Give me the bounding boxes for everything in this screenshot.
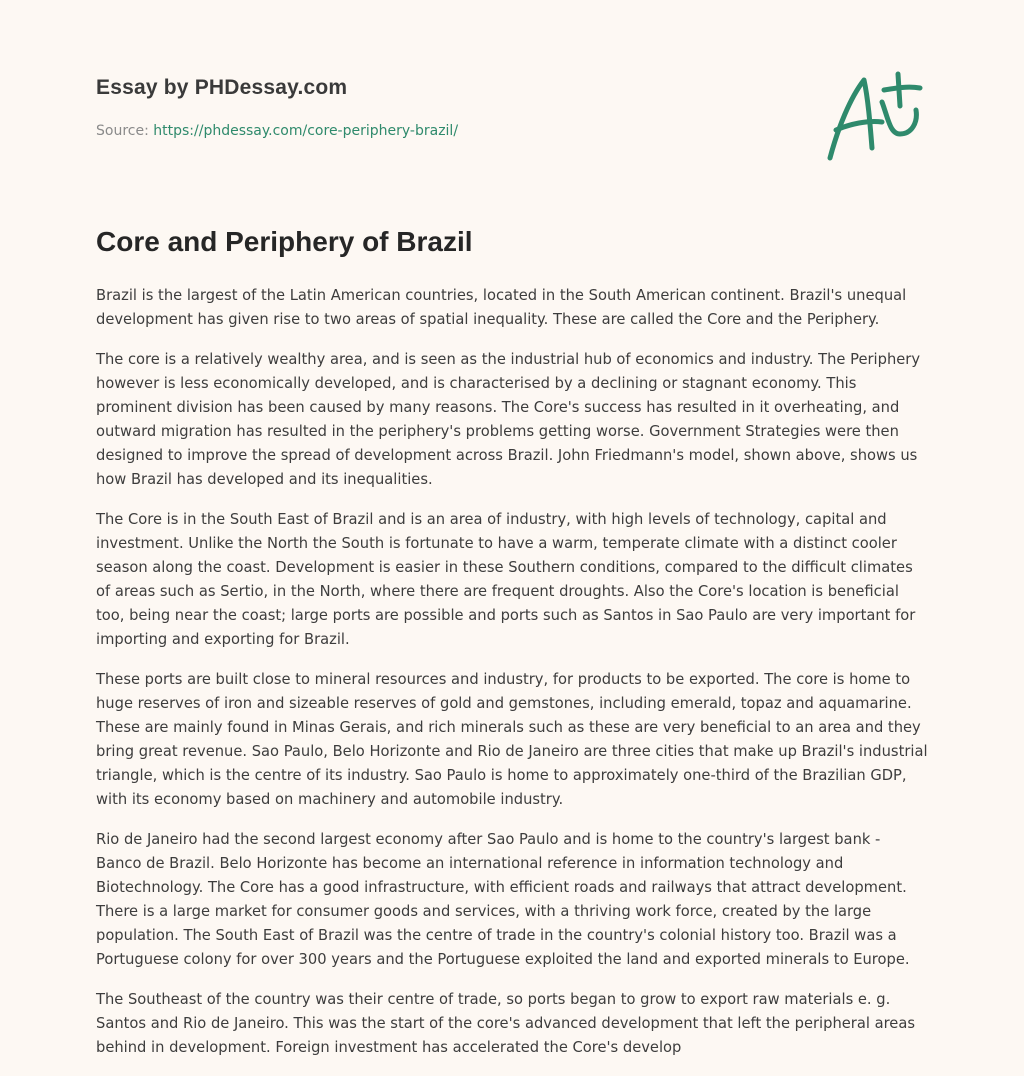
a-plus-grade-icon (820, 68, 930, 164)
paragraph: Brazil is the largest of the Latin American countries, located in the South American continent. Brazil's unequal development has given rise to two areas of spatial inequality. These are called the Core and the Periphery. (96, 287, 907, 328)
paragraph: Rio de Janeiro had the second largest economy after Sao Paulo and is home to the country's largest bank - Banco de Brazil. Belo Horizonte has become an international reference in information technology and Biotechnology. The Core has a good infrastructure, with efficient roads and railways that attract development. There is a large market for consumer goods and services, with a thriving work force, created by the large population. The South East of Brazil was the centre of trade in the country's colonial history too. Brazil was a Portuguese colony for over 300 years and the Portuguese exploited the land and exported minerals to Europe. (96, 831, 910, 968)
paragraph: The Southeast of the country was their centre of trade, so ports began to grow to export raw materials e. g. Santos and Rio de Janeiro. This was the start of the core's advanced development that left the peripheral areas behind in development. Foreign investment has accelerated the Core's develop (96, 991, 915, 1056)
essay-header (96, 76, 796, 139)
source-label: Source: (96, 123, 154, 139)
paragraph: The Core is in the South East of Brazil and is an area of industry, with high levels of technology, capital and investment. Unlike the North the South is fortunate to have a warm, temperate climate with a distinct cooler season along the coast. Development is easier in these Southern conditions, compared to the difficult climates of areas such as Sertio, in the North, where there are frequent droughts. Also the Core's location is beneficial too, being near the coast; large ports are possible and ports such as Santos in Sao Paulo are very important for importing and exporting for Brazil. (96, 511, 916, 648)
source-line (96, 123, 796, 139)
site-brand: Essay by PHDessay.com (96, 76, 348, 99)
essay-title: Core and Periphery of Brazil (96, 226, 473, 257)
paragraph: The core is a relatively wealthy area, and is seen as the industrial hub of economics and industry. The Periphery however is less economically developed, and is characterised by a declining or stagnant economy. This prominent division has been caused by many reasons. The Core's success has resulted in it overheating, and outward migration has resulted in the periphery's problems getting worse. Government Strategies were then designed to improve the spread of development across Brazil. John Friedmann's model, shown above, shows us how Brazil has developed and its inequalities. (96, 351, 921, 488)
paragraph: These ports are built close to mineral resources and industry, for products to be exported. The core is home to huge reserves of iron and sizeable reserves of gold and gemstones, including emerald, topaz and aquamarine. These are mainly found in Minas Gerais, and rich minerals such as these are very beneficial to an area and they bring great revenue. Sao Paulo, Belo Horizonte and Rio de Janeiro are three cities that make up Brazil's industrial triangle, which is the centre of its industry. Sao Paulo is home to approximately one-third of the Brazilian GDP, with its economy based on machinery and automobile industry. (96, 671, 928, 808)
essay-body (96, 284, 930, 1076)
source-link[interactable]: https://phdessay.com/core-periphery-brazil/ (153, 123, 459, 139)
